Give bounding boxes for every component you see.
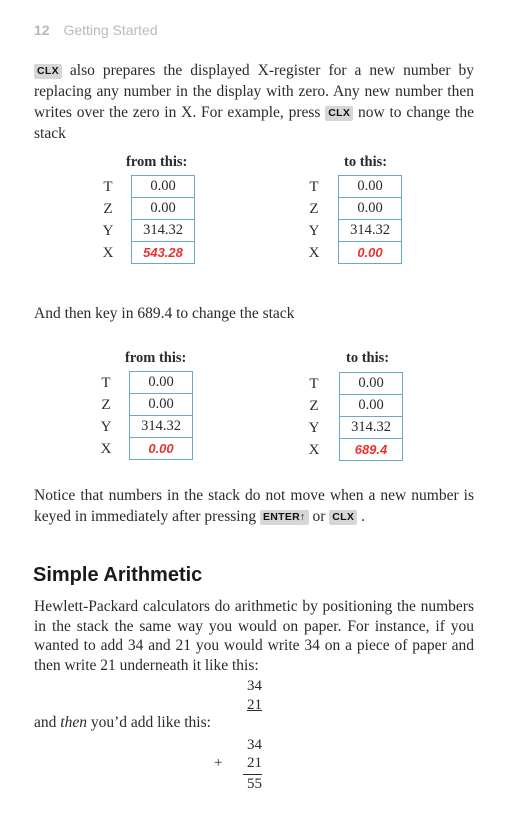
plus-sign: + <box>214 755 223 771</box>
stack-cell-z: 0.00 <box>132 198 194 220</box>
stack-to-2 <box>339 372 403 461</box>
add-text-a: and <box>34 714 61 731</box>
clx-key-inline: CLX <box>325 106 353 121</box>
notice-text-a: Notice that numbers in the stack do not move when a new number is keyed in immediately after pressing <box>34 487 474 525</box>
stack-cell-x-display: 689.4 <box>354 442 388 457</box>
stack-cell-z: 0.00 <box>130 394 192 416</box>
clx-key: CLX <box>329 510 357 525</box>
paper-number-top: 34 <box>247 678 262 694</box>
register-t: T <box>103 179 113 195</box>
sum-result: 55 <box>243 774 262 794</box>
add-text-italic: then <box>60 714 87 731</box>
arithmetic-paragraph: Hewlett-Packard calculators do arithmetic by positioning the numbers in the stack the same way you would on paper. For instance, if you wanted to add 34 and 21 you would write 34 on a piece of paper and then write 21 underneath it like this: <box>34 598 474 674</box>
stack-cell-x-display: 0.00 <box>357 245 383 260</box>
intro-paragraph <box>34 60 474 144</box>
register-t: T <box>101 375 111 391</box>
stack-cell-t: 0.00 <box>340 373 402 395</box>
stack-cell-z: 0.00 <box>340 395 402 417</box>
stack-cell-x-display: 0.00 <box>148 441 174 456</box>
register-z: Z <box>309 201 319 217</box>
chapter-title: Getting Started <box>63 22 158 38</box>
register-z: Z <box>103 201 113 217</box>
stack-from-1 <box>131 175 195 264</box>
register-labels-2a <box>98 372 114 460</box>
register-x: X <box>308 245 320 261</box>
paper-number-bottom-text: 21 <box>247 697 262 713</box>
stack-cell-t: 0.00 <box>130 372 192 394</box>
sum-addend-top: 34 <box>247 737 262 753</box>
register-y: Y <box>102 223 114 239</box>
register-labels-1b <box>306 176 322 264</box>
enter-key: ENTER↑ <box>260 510 309 525</box>
notice-paragraph <box>34 485 474 527</box>
register-labels-2b <box>306 373 322 461</box>
page-header <box>34 22 158 38</box>
stack-from-2 <box>129 371 193 460</box>
intro-text-b: now to change the stack <box>34 104 475 142</box>
notice-text-end: . <box>357 508 365 525</box>
paper-number-bottom <box>222 696 262 715</box>
register-t: T <box>309 376 319 392</box>
stack-cell-y: 314.32 <box>130 416 192 438</box>
stack-cell-y: 314.32 <box>132 220 194 242</box>
intro-text-a: also prepares the displayed X-register for a new number by replacing any number in the display with zero. Any new number then writes over the zero in X. For example, press <box>34 62 474 121</box>
register-t: T <box>309 179 319 195</box>
stack-cell-y: 314.32 <box>340 417 402 439</box>
add-text-b: you’d add like this: <box>86 714 211 731</box>
register-x: X <box>100 441 112 457</box>
register-y: Y <box>308 223 320 239</box>
page-number: 12 <box>34 22 50 38</box>
stack-to-1 <box>338 175 402 264</box>
to-caption-2: to this: <box>346 350 390 366</box>
register-y: Y <box>100 419 112 435</box>
stack-cell-z: 0.00 <box>339 198 401 220</box>
add-paragraph <box>34 714 211 732</box>
stack-cell-x-display: 543.28 <box>143 245 183 260</box>
to-caption-1: to this: <box>344 154 388 170</box>
sum-addend-bottom: 21 <box>247 755 262 771</box>
clx-key: CLX <box>34 64 62 79</box>
register-z: Z <box>101 397 111 413</box>
section-heading: Simple Arithmetic <box>33 564 203 586</box>
register-y: Y <box>308 420 320 436</box>
register-x: X <box>102 245 114 261</box>
register-x: X <box>308 442 320 458</box>
stack-cell-t: 0.00 <box>339 176 401 198</box>
stack-cell-y: 314.32 <box>339 220 401 242</box>
register-z: Z <box>309 398 319 414</box>
notice-text-or: or <box>308 508 330 525</box>
stack-cell-t: 0.00 <box>132 176 194 198</box>
key-in-paragraph: And then key in 689.4 to change the stack <box>34 305 295 322</box>
from-caption-2: from this: <box>125 350 187 366</box>
from-caption-1: from this: <box>126 154 188 170</box>
register-labels-1a <box>100 176 116 264</box>
